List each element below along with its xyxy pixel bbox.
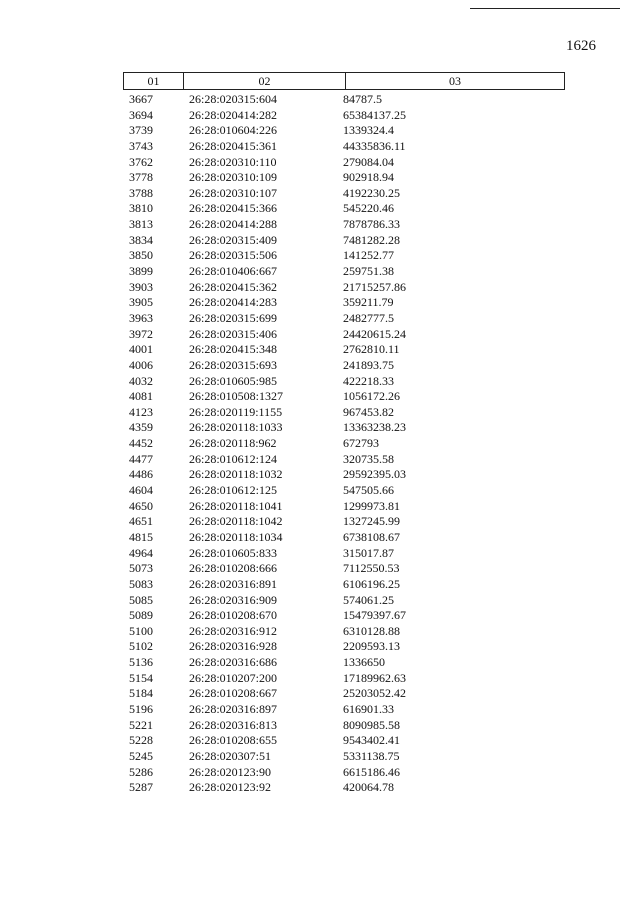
cadastral-number-cell: 26:28:020316:813 <box>189 717 278 732</box>
cadastral-number-cell: 26:28:020315:693 <box>189 357 278 372</box>
row-number-cell: 3778 <box>129 170 153 185</box>
row-number-cell: 3739 <box>129 123 153 138</box>
cadastral-number-cell: 26:28:010207:200 <box>189 670 278 685</box>
table-row <box>123 92 565 108</box>
cadastral-number-cell: 26:28:020315:406 <box>189 326 278 341</box>
cadastral-number-cell: 26:28:010208:667 <box>189 686 278 701</box>
cadastral-number-cell: 26:28:020315:506 <box>189 248 278 263</box>
value-cell: 1299973.81 <box>343 498 400 513</box>
value-cell: 672793 <box>343 436 379 451</box>
cadastral-number-cell: 26:28:020415:362 <box>189 279 278 294</box>
cadastral-number-cell: 26:28:010612:125 <box>189 483 278 498</box>
value-cell: 7878786.33 <box>343 217 400 232</box>
table-row <box>123 655 565 671</box>
table-row <box>123 186 565 202</box>
value-cell: 29592395.03 <box>343 467 406 482</box>
value-cell: 15479397.67 <box>343 608 406 623</box>
row-number-cell: 5245 <box>129 748 153 763</box>
value-cell: 6106196.25 <box>343 576 400 591</box>
table-row <box>123 780 565 796</box>
cadastral-number-cell: 26:28:020118:1042 <box>189 514 283 529</box>
cadastral-number-cell: 26:28:020119:1155 <box>189 404 283 419</box>
value-cell: 5331138.75 <box>343 748 400 763</box>
cadastral-number-cell: 26:28:020316:912 <box>189 623 278 638</box>
value-cell: 315017.87 <box>343 545 394 560</box>
table-row <box>123 499 565 515</box>
table-row <box>123 264 565 280</box>
header-col-03: 03 <box>449 74 461 88</box>
data-table <box>123 72 565 796</box>
cadastral-number-cell: 26:28:020118:1041 <box>189 498 283 513</box>
value-cell: 279084.04 <box>343 154 394 169</box>
value-cell: 967453.82 <box>343 404 394 419</box>
table-header <box>123 72 565 90</box>
table-row <box>123 327 565 343</box>
row-number-cell: 4650 <box>129 498 153 513</box>
table-row <box>123 686 565 702</box>
row-number-cell: 3810 <box>129 201 153 216</box>
cadastral-number-cell: 26:28:020316:928 <box>189 639 278 654</box>
cadastral-number-cell: 26:28:020307:51 <box>189 748 272 763</box>
cadastral-number-cell: 26:28:010604:226 <box>189 123 278 138</box>
value-cell: 84787.5 <box>343 92 382 106</box>
table-row <box>123 452 565 468</box>
row-number-cell: 4452 <box>129 436 153 451</box>
cadastral-number-cell: 26:28:020414:283 <box>189 295 278 310</box>
value-cell: 17189962.63 <box>343 670 406 685</box>
table-row <box>123 593 565 609</box>
row-number-cell: 4081 <box>129 389 153 404</box>
value-cell: 902918.94 <box>343 170 394 185</box>
row-number-cell: 5102 <box>129 639 153 654</box>
value-cell: 2482777.5 <box>343 310 394 325</box>
value-cell: 547505.66 <box>343 483 394 498</box>
row-number-cell: 3743 <box>129 138 153 153</box>
value-cell: 1339324.4 <box>343 123 394 138</box>
row-number-cell: 3905 <box>129 295 153 310</box>
table-row <box>123 608 565 624</box>
row-number-cell: 4815 <box>129 529 153 544</box>
value-cell: 422218.33 <box>343 373 394 388</box>
cadastral-number-cell: 26:28:020316:897 <box>189 701 278 716</box>
cadastral-number-cell: 26:28:020316:891 <box>189 576 278 591</box>
cadastral-number-cell: 26:28:020118:1032 <box>189 467 283 482</box>
value-cell: 259751.38 <box>343 264 394 279</box>
value-cell: 2209593.13 <box>343 639 400 654</box>
cadastral-number-cell: 26:28:010208:666 <box>189 561 278 576</box>
table-row <box>123 170 565 186</box>
table-row <box>123 155 565 171</box>
cadastral-number-cell: 26:28:020415:366 <box>189 201 278 216</box>
row-number-cell: 5196 <box>129 701 153 716</box>
value-cell: 6310128.88 <box>343 623 400 638</box>
table-body <box>123 92 565 796</box>
cadastral-number-cell: 26:28:010208:655 <box>189 733 278 748</box>
table-row <box>123 639 565 655</box>
cadastral-number-cell: 26:28:020315:409 <box>189 232 278 247</box>
row-number-cell: 3788 <box>129 185 153 200</box>
table-row <box>123 733 565 749</box>
row-number-cell: 3903 <box>129 279 153 294</box>
row-number-cell: 3972 <box>129 326 153 341</box>
row-number-cell: 5085 <box>129 592 153 607</box>
cadastral-number-cell: 26:28:010605:985 <box>189 373 278 388</box>
value-cell: 1336650 <box>343 655 385 670</box>
row-number-cell: 3762 <box>129 154 153 169</box>
value-cell: 7112550.53 <box>343 561 400 576</box>
row-number-cell: 5228 <box>129 733 153 748</box>
top-rule <box>470 8 620 9</box>
row-number-cell: 4006 <box>129 357 153 372</box>
value-cell: 25203052.42 <box>343 686 406 701</box>
value-cell: 616901.33 <box>343 701 394 716</box>
row-number-cell: 5083 <box>129 576 153 591</box>
cadastral-number-cell: 26:28:010605:833 <box>189 545 278 560</box>
value-cell: 320735.58 <box>343 451 394 466</box>
table-row <box>123 530 565 546</box>
value-cell: 420064.78 <box>343 780 394 795</box>
cadastral-number-cell: 26:28:010208:670 <box>189 608 278 623</box>
value-cell: 574061.25 <box>343 592 394 607</box>
cadastral-number-cell: 26:28:020315:699 <box>189 310 278 325</box>
row-number-cell: 5287 <box>129 780 153 795</box>
value-cell: 44335836.11 <box>343 138 406 153</box>
table-row <box>123 514 565 530</box>
value-cell: 9543402.41 <box>343 733 400 748</box>
cadastral-number-cell: 26:28:020310:109 <box>189 170 278 185</box>
value-cell: 24420615.24 <box>343 326 406 341</box>
cadastral-number-cell: 26:28:010508:1327 <box>189 389 284 404</box>
table-row <box>123 389 565 405</box>
table-row <box>123 123 565 139</box>
table-row <box>123 702 565 718</box>
value-cell: 6615186.46 <box>343 764 400 779</box>
cadastral-number-cell: 26:28:020123:90 <box>189 764 272 779</box>
row-number-cell: 4651 <box>129 514 153 529</box>
row-number-cell: 3667 <box>129 92 153 106</box>
value-cell: 241893.75 <box>343 357 394 372</box>
row-number-cell: 5184 <box>129 686 153 701</box>
value-cell: 21715257.86 <box>343 279 406 294</box>
row-number-cell: 4001 <box>129 342 153 357</box>
row-number-cell: 5154 <box>129 670 153 685</box>
cadastral-number-cell: 26:28:020123:92 <box>189 780 272 795</box>
cadastral-number-cell: 26:28:020415:361 <box>189 138 278 153</box>
table-row <box>123 280 565 296</box>
table-row <box>123 358 565 374</box>
table-row <box>123 108 565 124</box>
row-number-cell: 4477 <box>129 451 153 466</box>
table-row <box>123 718 565 734</box>
table-row <box>123 295 565 311</box>
cadastral-number-cell: 26:28:020310:110 <box>189 154 277 169</box>
row-number-cell: 5089 <box>129 608 153 623</box>
table-row <box>123 139 565 155</box>
cadastral-number-cell: 26:28:020315:604 <box>189 92 278 106</box>
cadastral-number-cell: 26:28:010612:124 <box>189 451 278 466</box>
cadastral-number-cell: 26:28:020118:1034 <box>189 529 283 544</box>
cadastral-number-cell: 26:28:020414:282 <box>189 107 278 122</box>
table-row <box>123 765 565 781</box>
cadastral-number-cell: 26:28:020310:107 <box>189 185 278 200</box>
row-number-cell: 3813 <box>129 217 153 232</box>
row-number-cell: 5100 <box>129 623 153 638</box>
header-col-01: 01 <box>124 73 184 89</box>
row-number-cell: 4359 <box>129 420 153 435</box>
table-row <box>123 483 565 499</box>
value-cell: 2762810.11 <box>343 342 400 357</box>
table-row <box>123 467 565 483</box>
table-row <box>123 671 565 687</box>
value-cell: 141252.77 <box>343 248 394 263</box>
table-row <box>123 420 565 436</box>
row-number-cell: 5073 <box>129 561 153 576</box>
row-number-cell: 3899 <box>129 264 153 279</box>
value-cell: 6738108.67 <box>343 529 400 544</box>
table-row <box>123 374 565 390</box>
value-cell: 1327245.99 <box>343 514 400 529</box>
row-number-cell: 4604 <box>129 483 153 498</box>
row-number-cell: 5286 <box>129 764 153 779</box>
table-row <box>123 311 565 327</box>
table-row <box>123 342 565 358</box>
table-row <box>123 624 565 640</box>
page-number: 1626 <box>566 38 596 54</box>
cadastral-number-cell: 26:28:020316:909 <box>189 592 278 607</box>
value-cell: 65384137.25 <box>343 107 406 122</box>
value-cell: 4192230.25 <box>343 185 400 200</box>
table-row <box>123 217 565 233</box>
cadastral-number-cell: 26:28:020316:686 <box>189 655 278 670</box>
table-row <box>123 405 565 421</box>
table-row <box>123 248 565 264</box>
cadastral-number-cell: 26:28:020118:1033 <box>189 420 283 435</box>
table-row <box>123 561 565 577</box>
row-number-cell: 5221 <box>129 717 153 732</box>
value-cell: 8090985.58 <box>343 717 400 732</box>
table-row <box>123 436 565 452</box>
table-row <box>123 749 565 765</box>
row-number-cell: 4123 <box>129 404 153 419</box>
value-cell: 1056172.26 <box>343 389 400 404</box>
row-number-cell: 3963 <box>129 310 153 325</box>
value-cell: 13363238.23 <box>343 420 406 435</box>
row-number-cell: 5136 <box>129 655 153 670</box>
row-number-cell: 4964 <box>129 545 153 560</box>
row-number-cell: 3850 <box>129 248 153 263</box>
row-number-cell: 3834 <box>129 232 153 247</box>
value-cell: 545220.46 <box>343 201 394 216</box>
cadastral-number-cell: 26:28:020415:348 <box>189 342 278 357</box>
table-row <box>123 201 565 217</box>
cadastral-number-cell: 26:28:020118:962 <box>189 436 277 451</box>
table-row <box>123 546 565 562</box>
row-number-cell: 3694 <box>129 107 153 122</box>
row-number-cell: 4486 <box>129 467 153 482</box>
row-number-cell: 4032 <box>129 373 153 388</box>
cadastral-number-cell: 26:28:020414:288 <box>189 217 278 232</box>
table-row <box>123 577 565 593</box>
value-cell: 7481282.28 <box>343 232 400 247</box>
table-row <box>123 233 565 249</box>
cadastral-number-cell: 26:28:010406:667 <box>189 264 278 279</box>
value-cell: 359211.79 <box>343 295 394 310</box>
header-col-02: 02 <box>184 73 346 89</box>
